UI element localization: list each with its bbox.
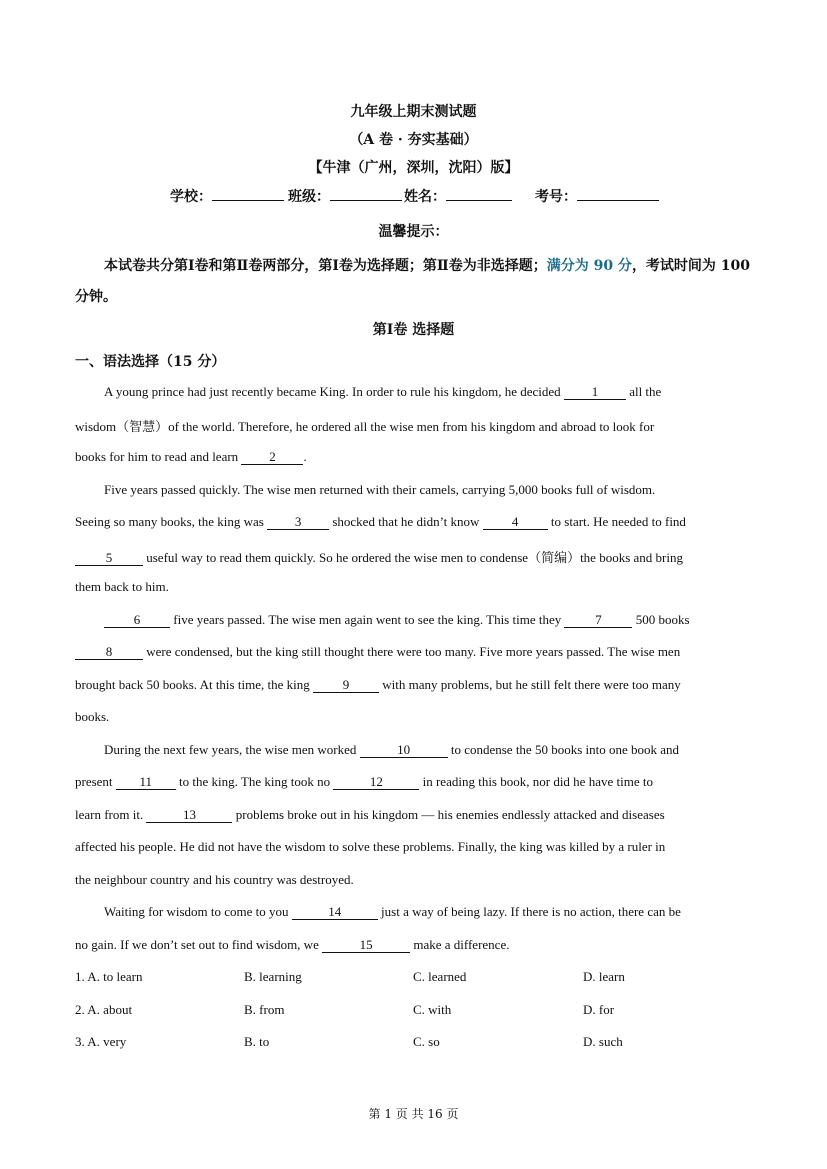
name-field <box>404 186 512 206</box>
passage-line <box>104 612 784 628</box>
blank-11: 11 <box>116 775 176 790</box>
exam-title: 九年级上期末测试题 <box>350 104 477 120</box>
section-heading: 一、语法选择（15 分） <box>75 354 226 370</box>
passage-line <box>104 742 784 758</box>
option-3-b: B. to <box>244 1034 270 1049</box>
blank-1: 1 <box>564 385 626 400</box>
passage-text: to start. He needed to find <box>547 514 686 529</box>
tips-text: 本试卷共分第Ⅰ卷和第Ⅱ卷两部分，第Ⅰ卷为选择题；第Ⅱ卷为非选择题； <box>104 258 547 274</box>
option-2-d: D. for <box>583 1002 615 1017</box>
part-title: 第Ⅰ卷 选择题 <box>372 322 455 338</box>
passage-line <box>75 677 755 693</box>
name-label: 姓名： <box>404 189 446 205</box>
passage-line <box>75 514 755 530</box>
blank-8: 8 <box>75 645 143 660</box>
option-2-c: C. with <box>413 1002 452 1017</box>
passage-text: with many problems, but he still felt there were too many <box>378 677 681 692</box>
passage-text: brought back 50 books. At this time, the king <box>75 677 313 692</box>
tips-time: ，考试时间为 100 <box>631 258 751 274</box>
passage-text: problems broke out in his kingdom — his enemies endlessly attacked and diseases <box>232 807 665 822</box>
blank-6: 6 <box>104 613 170 628</box>
passage-text: in reading this book, nor did he have time to <box>419 774 653 789</box>
passage-text: During the next few years, the wise men worked <box>104 742 360 757</box>
exam-subtitle: （A 卷 · 夯实基础） <box>349 132 478 148</box>
passage-line: the neighbour country and his country was destroyed. <box>75 872 354 887</box>
exam-edition: 【牛津（广州，深圳，沈阳）版】 <box>308 160 519 176</box>
blank-7: 7 <box>564 613 632 628</box>
class-label: 班级： <box>288 189 330 205</box>
passage-text: learn from it. <box>75 807 147 822</box>
passage-text: all the <box>625 384 662 399</box>
blank-5: 5 <box>75 551 143 566</box>
option-1-d: D. learn <box>583 969 625 984</box>
name-blank <box>446 186 512 201</box>
option-3-c: C. so <box>413 1034 440 1049</box>
blank-9: 9 <box>313 678 379 693</box>
school-field <box>170 186 284 206</box>
passage-line: wisdom（智慧）of the world. Therefore, he ordered all the wise men from his kingdom and abroad to look for <box>75 419 655 434</box>
passage-text: 500 books <box>632 612 690 627</box>
class-field <box>288 186 402 206</box>
passage-text: to the king. The king took no <box>175 774 334 789</box>
blank-13: 13 <box>146 808 232 823</box>
option-2-a: 2. A. about <box>75 1002 133 1017</box>
passage-text: books for him to read and learn <box>75 449 242 464</box>
passage-line <box>75 807 755 823</box>
blank-14: 14 <box>292 905 378 920</box>
option-2-b: B. from <box>244 1002 285 1017</box>
tips-line-2: 分钟。 <box>75 289 117 305</box>
blank-12: 12 <box>333 775 419 790</box>
passage-text: useful way to read them quickly. So he ordered the wise men to condense（简编）the books and bring <box>143 550 683 565</box>
exam-number-blank <box>577 186 659 201</box>
option-1-c: C. learned <box>413 969 467 984</box>
passage-line: them back to him. <box>75 579 169 594</box>
passage-line <box>104 384 784 400</box>
option-3-a: 3. A. very <box>75 1034 127 1049</box>
passage-text: present <box>75 774 116 789</box>
passage-line: books. <box>75 709 110 724</box>
passage-line <box>75 774 755 790</box>
school-label: 学校： <box>170 189 212 205</box>
passage-line <box>75 547 755 566</box>
passage-text: . <box>303 449 307 464</box>
passage-line: affected his people. He did not have the wisdom to solve these problems. Finally, the king was killed by a ruler in <box>75 839 666 854</box>
passage-text: were condensed, but the king still thought there were too many. Five more years passed. The wise men <box>143 644 681 659</box>
passage-text: to condense the 50 books into one book and <box>447 742 680 757</box>
passage-text: make a difference. <box>410 937 510 952</box>
passage-line <box>75 644 755 660</box>
passage-text: Seeing so many books, the king was <box>75 514 268 529</box>
blank-10: 10 <box>360 743 448 758</box>
tips-heading: 温馨提示： <box>378 224 449 240</box>
blank-4: 4 <box>483 515 548 530</box>
full-score-highlight: 满分为 90 分 <box>546 258 632 274</box>
passage-text: Waiting for wisdom to come to you <box>104 904 292 919</box>
passage-text: no gain. If we don’t set out to find wisdom, we <box>75 937 323 952</box>
school-blank <box>212 186 284 201</box>
exam-number-label: 考号： <box>535 189 577 205</box>
passage-line <box>75 449 755 465</box>
passage-text: shocked that he didn’t know <box>329 514 483 529</box>
passage-line: Five years passed quickly. The wise men returned with their camels, carrying 5,000 books full of wisdom. <box>104 482 656 497</box>
option-1-b: B. learning <box>244 969 302 984</box>
blank-15: 15 <box>322 938 410 953</box>
tips-line-1 <box>104 255 784 275</box>
passage-line <box>104 904 784 920</box>
blank-2: 2 <box>241 450 303 465</box>
blank-3: 3 <box>267 515 329 530</box>
option-3-d: D. such <box>583 1034 623 1049</box>
passage-text: five years passed. The wise men again went to see the king. This time they <box>170 612 565 627</box>
passage-text: just a way of being lazy. If there is no action, there can be <box>377 904 681 919</box>
class-blank <box>330 186 402 201</box>
passage-text: A young prince had just recently became King. In order to rule his kingdom, he decided <box>104 384 564 399</box>
page-footer: 第 1 页 共 16 页 <box>368 1107 459 1121</box>
option-1-a: 1. A. to learn <box>75 969 143 984</box>
exam-number-field <box>535 186 659 206</box>
passage-line <box>75 937 755 953</box>
